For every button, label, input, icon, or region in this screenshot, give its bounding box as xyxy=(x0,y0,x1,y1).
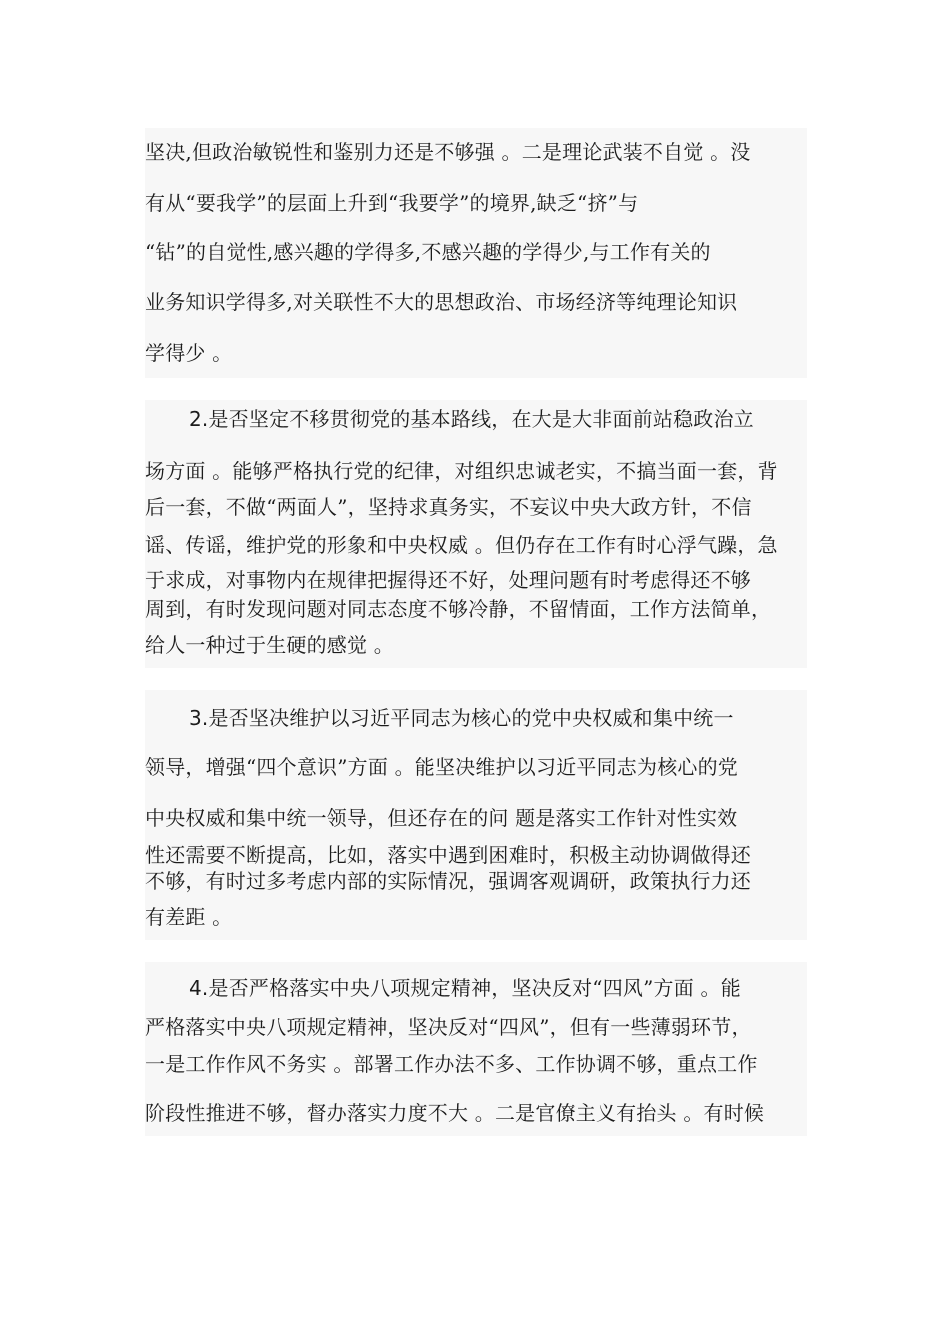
text-line: 坚决,但政治敏锐性和鉴别力还是不够强 。二是理论武装不自觉 。没 xyxy=(145,140,751,164)
text-line xyxy=(189,406,754,432)
text-line: 给人一种过于生硬的感觉 。 xyxy=(145,633,394,657)
text-line: 中央权威和集中统一领导，但还存在的问 题是落实工作针对性实效 xyxy=(145,806,738,830)
text-line: 学得少 。 xyxy=(145,341,233,365)
item-number: 2. xyxy=(189,407,209,431)
text-line: 场方面 。能够严格执行党的纪律，对组织忠诚老实，不搞当面一套，背 xyxy=(145,459,778,483)
text-line: 一是工作作风不务实 。部署工作办法不多、工作协调不够，重点工作 xyxy=(145,1052,758,1076)
text-line: 领导，增强“四个意识”方面 。能坚决维护以习近平同志为核心的党 xyxy=(145,755,739,779)
paragraph-4 xyxy=(145,962,807,1136)
text-line: 后一套，不做“两面人”，坚持求真务实，不妄议中央大政方针，不信 xyxy=(145,495,752,519)
text-line: 于求成，对事物内在规律把握得还不好，处理问题有时考虑得还不够 xyxy=(145,568,751,592)
item-number: 4. xyxy=(189,976,209,1000)
paragraph-3 xyxy=(145,690,807,940)
text-line: 不够，有时过多考虑内部的实际情况，强调客观调研，政策执行力还 xyxy=(145,869,751,893)
item-heading-text: 是否坚决维护以习近平同志为核心的党中央权威和集中统一 xyxy=(208,706,734,730)
text-line xyxy=(189,705,734,731)
text-line: 谣、传谣，维护党的形象和中央权威 。但仍存在工作有时心浮气躁，急 xyxy=(145,533,778,557)
text-line: 周到，有时发现问题对同志态度不够冷静，不留情面，工作方法简单， xyxy=(145,597,772,621)
paragraph-1 xyxy=(145,128,807,378)
paragraph-2 xyxy=(145,400,807,668)
text-line: “钻”的自觉性,感兴趣的学得多,不感兴趣的学得少,与工作有关的 xyxy=(145,240,711,264)
text-line: 有从“要我学”的层面上升到“我要学”的境界,缺乏“挤”与 xyxy=(145,191,639,215)
text-line: 阶段性推进不够，督办落实力度不大 。二是官僚主义有抬头 。有时候 xyxy=(145,1101,765,1125)
item-heading-text: 是否坚定不移贯彻党的基本路线，在大是大非面前站稳政治立 xyxy=(208,407,754,431)
item-heading-text: 是否严格落实中央八项规定精神，坚决反对“四风”方面 。能 xyxy=(208,976,741,1000)
item-number: 3. xyxy=(189,706,209,730)
text-line: 业务知识学得多,对关联性不大的思想政治、市场经济等纯理论知识 xyxy=(145,290,738,314)
text-line: 严格落实中央八项规定精神，坚决反对“四风”，但有一些薄弱环节， xyxy=(145,1015,752,1039)
text-line xyxy=(189,975,741,1001)
text-line: 性还需要不断提高，比如，落实中遇到困难时，积极主动协调做得还 xyxy=(145,843,751,867)
text-line: 有差距 。 xyxy=(145,905,233,929)
